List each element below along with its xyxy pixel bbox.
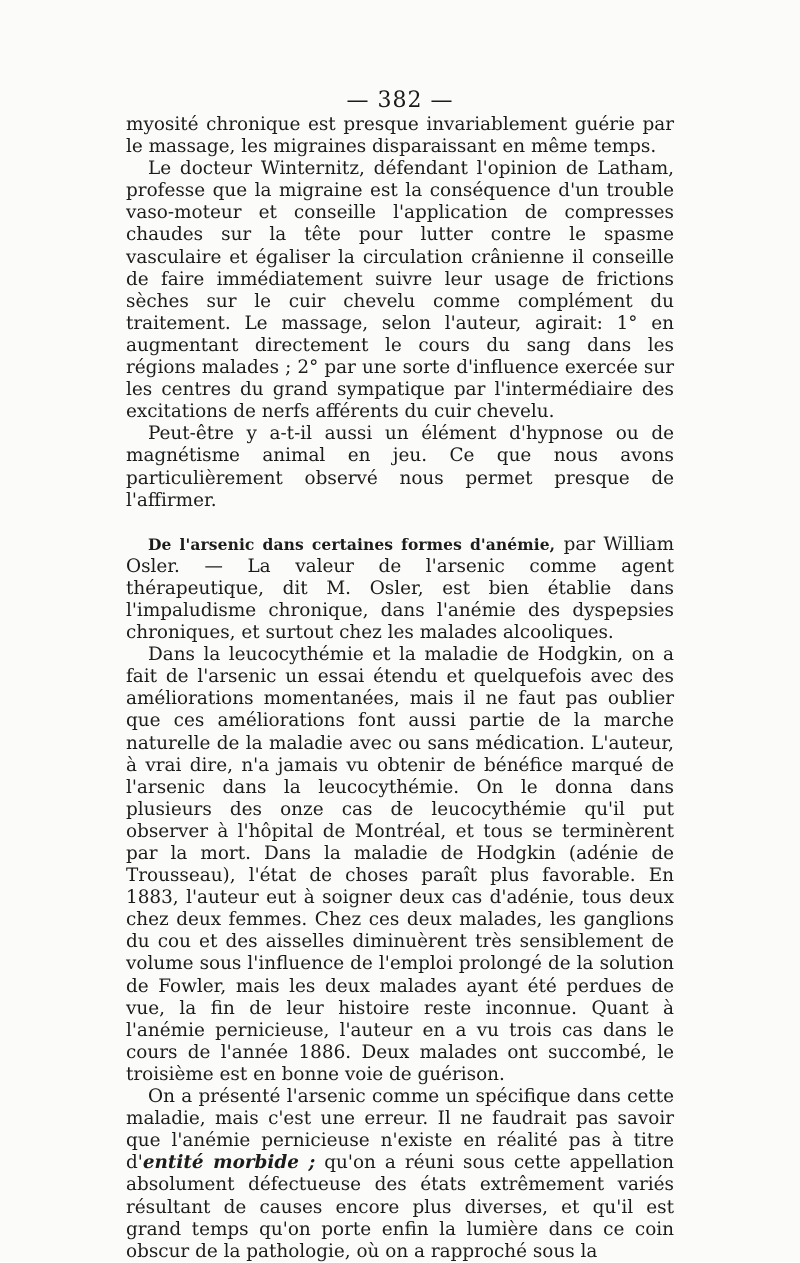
paragraph-5-italic: entité morbide ; <box>142 1152 316 1174</box>
section-title: De l'arsenic dans certaines formes d'anémie, <box>148 534 556 554</box>
paragraph-5 <box>126 1086 674 1263</box>
paragraph-1: myosité chronique est presque invariablement guérie par le massage, les migraines disparaissant en même temps. <box>126 114 674 158</box>
section-intro-paragraph <box>126 534 674 644</box>
paragraph-3: Peut-être y a-t-il aussi un élément d'hypnose ou de magnétisme animal en jeu. Ce que nous avons particulièrement observé nous permet presque de l'affirmer. <box>126 423 674 511</box>
page-number: — 382 — <box>346 88 454 113</box>
paragraph-5-part-a: On a présenté l'arsenic comme un spécifique dans cette maladie, mais c'est une erreur. Il ne faudrait pas savoir que l'anémie pernicieuse n'existe en réalité pas à titre d' <box>126 1086 674 1174</box>
section-intro-text: par William Osler. — La valeur de l'arsenic comme agent thérapeutique, dit M. Osler, est bien établie dans l'impaludisme chronique, dans l'anémie des dyspepsies chroniques, et surtout chez les malades alcooliques. <box>126 533 675 644</box>
paragraph-2: Le docteur Winternitz, défendant l'opinion de Latham, professe que la migraine est la conséquence d'un trouble vaso-moteur et conseille l'application de compresses chaudes sur la tête pour lutter contre le spasme vasculaire et égaliser la circulation crânienne il conseille de faire immédiatement suivre leur usage de frictions sèches sur le cuir chevelu comme complément du traitement. Le massage, selon l'auteur, agirait: 1° en augmentant directement le cours du sang dans les régions malades ; 2° par une sorte d'influence exercée sur les centres du grand sympatique par l'intermédiaire des excitations de nerfs afférents du cuir chevelu. <box>126 158 674 423</box>
section-spacer <box>126 512 674 534</box>
paragraph-5-part-b: qu'on a réuni sous cette appellation absolument défectueuse des états extrêmement variés résultant de causes encore plus diverses, et qu'il est grand temps qu'on porte enfin la lumière dans ce coin obscur de la pathologie, où on a rapproché sous la <box>126 1152 674 1262</box>
paragraph-4: Dans la leucocythémie et la maladie de Hodgkin, on a fait de l'arsenic un essai étendu et quelquefois avec des améliorations momentanées, mais il ne faut pas oublier que ces améliorations font aussi partie de la marche naturelle de la maladie avec ou sans médication. L'auteur, à vrai dire, n'a jamais vu obtenir de bénéfice marqué de l'arsenic dans la leucocythémie. On le donna dans plusieurs des onze cas de leucocythémie qu'il put observer à l'hôpital de Montréal, et tous se terminèrent par la mort. Dans la maladie de Hodgkin (adénie de Trousseau), l'état de choses paraît plus favorable. En 1883, l'auteur eut à soigner deux cas d'adénie, tous deux chez deux femmes. Chez ces deux malades, les ganglions du cou et des aisselles diminuèrent très sensiblement de volume sous l'influence de l'emploi prolongé de la solution de Fowler, mais les deux malades ayant été perdues de vue, la fin de leur histoire reste inconnue. Quant à l'anémie pernicieuse, l'auteur en a vu trois cas dans le cours de l'année 1886. Deux malades ont succombé, le troisième est en bonne voie de guérison. <box>126 644 674 1085</box>
body-text <box>126 114 674 1263</box>
